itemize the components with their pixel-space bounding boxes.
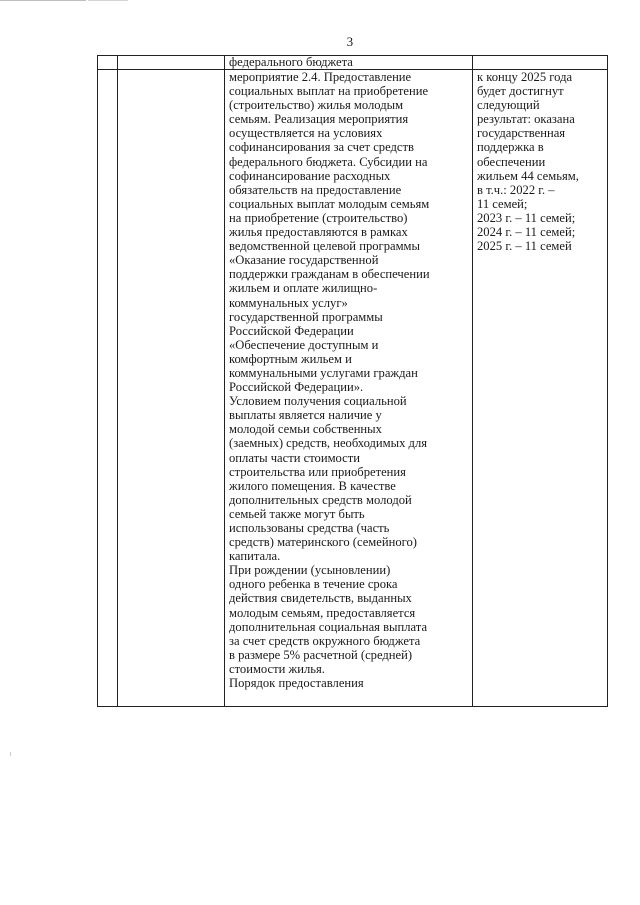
result-line: результат: оказана — [477, 112, 575, 127]
description-line: «Оказание государственной — [229, 253, 379, 268]
result-line: обеспечении — [477, 154, 546, 169]
description-line: выплаты является наличие у — [229, 408, 382, 423]
description-line: Российской Федерации — [229, 323, 354, 338]
description-line: строительства или приобретения — [229, 464, 406, 479]
description-line: государственной программы — [229, 309, 383, 324]
page-number: 3 — [346, 34, 354, 49]
description-line: дополнительная социальная выплата — [229, 619, 428, 634]
measures-table — [97, 55, 608, 707]
description-line: семьей также могут быть — [229, 506, 365, 521]
description-line: Порядок предоставления — [229, 676, 364, 691]
description-line: социальных выплат молодым семьям — [229, 196, 430, 211]
result-line: 11 семей; — [477, 196, 528, 211]
description-line: на приобретение (строительство) — [229, 210, 408, 225]
description-line: обязательств на предоставление — [229, 182, 402, 197]
result-line: к концу 2025 года — [477, 70, 573, 84]
result-line: следующий — [477, 98, 540, 113]
expected-result — [477, 70, 607, 253]
description-line: капитала. — [229, 549, 281, 564]
scan-edge-mark — [0, 0, 86, 1]
description-line: молодым семьям, предоставляется — [229, 605, 416, 620]
description-line: комфортным жильем и — [229, 351, 352, 366]
scan-speck — [10, 752, 11, 756]
description-continued-text: федерального бюджета — [229, 55, 353, 69]
result-line: 2025 г. – 11 семей — [477, 239, 572, 254]
table-cell-result — [473, 70, 608, 707]
description-line: поддержки гражданам в обеспечении — [229, 267, 430, 282]
description-line: жильем и оплате жилищно- — [229, 281, 378, 296]
table-cell-name — [118, 56, 225, 70]
description-line: средств) материнского (семейного) — [229, 535, 417, 550]
description-line: за счет средств окружного бюджета — [229, 633, 421, 648]
description-line: действия свидетельств, выданных — [229, 591, 412, 606]
description-line: молодой семьи собственных — [229, 422, 382, 437]
table-row-measure-2-4 — [98, 70, 608, 707]
description-line: осуществляется на условиях — [229, 126, 383, 141]
description-line: софинансирование расходных — [229, 168, 391, 183]
result-line: в т.ч.: 2022 г. – — [477, 182, 555, 197]
result-line: будет достигнут — [477, 84, 564, 99]
description-line: коммунальными услугами граждан — [229, 365, 418, 380]
description-line: использованы средства (часть — [229, 521, 390, 535]
description-line: софинансирования за счет средств — [229, 140, 414, 155]
result-line: 2024 г. – 11 семей; — [477, 225, 576, 240]
description-line: коммунальных услуг» — [229, 295, 348, 310]
description-line: в размере 5% расчетной (средней) — [229, 647, 413, 662]
description-line: мероприятие 2.4. Предоставление — [229, 70, 412, 84]
description-line: (строительство) жилья молодым — [229, 98, 404, 113]
description-line: Российской Федерации». — [229, 380, 364, 395]
measure-description — [229, 70, 472, 690]
description-line: «Обеспечение доступным и — [229, 337, 379, 352]
table-cell-description-continued — [225, 56, 473, 70]
table-cell-number — [98, 70, 118, 707]
description-line: жилья предоставляются в рамках — [229, 225, 408, 240]
description-line: социальных выплат на приобретение — [229, 84, 429, 99]
description-line: (заемных) средств, необходимых для — [229, 436, 428, 451]
description-line: ведомственной целевой программы — [229, 239, 420, 254]
table-cell-result-continued — [473, 56, 608, 70]
result-line: поддержка в — [477, 140, 544, 155]
description-line: При рождении (усыновлении) — [229, 563, 391, 578]
description-line: оплаты части стоимости — [229, 450, 360, 465]
description-line: Условием получения социальной — [229, 394, 407, 409]
result-line: государственная — [477, 126, 566, 141]
result-line: 2023 г. – 11 семей; — [477, 210, 576, 225]
description-line: жилого помещения. В качестве — [229, 478, 396, 493]
description-line: федерального бюджета. Субсидии на — [229, 154, 428, 169]
description-line: стоимости жилья. — [229, 661, 325, 676]
table-cell-description — [225, 70, 473, 707]
table-row-continuation — [98, 56, 608, 70]
table-cell-name — [118, 70, 225, 707]
description-line: одного ребенка в течение срока — [229, 577, 398, 592]
description-line: дополнительных средств молодой — [229, 492, 412, 507]
description-line: семьям. Реализация мероприятия — [229, 112, 409, 127]
result-line: жильем 44 семьям, — [477, 168, 579, 183]
table-cell-number — [98, 56, 118, 70]
